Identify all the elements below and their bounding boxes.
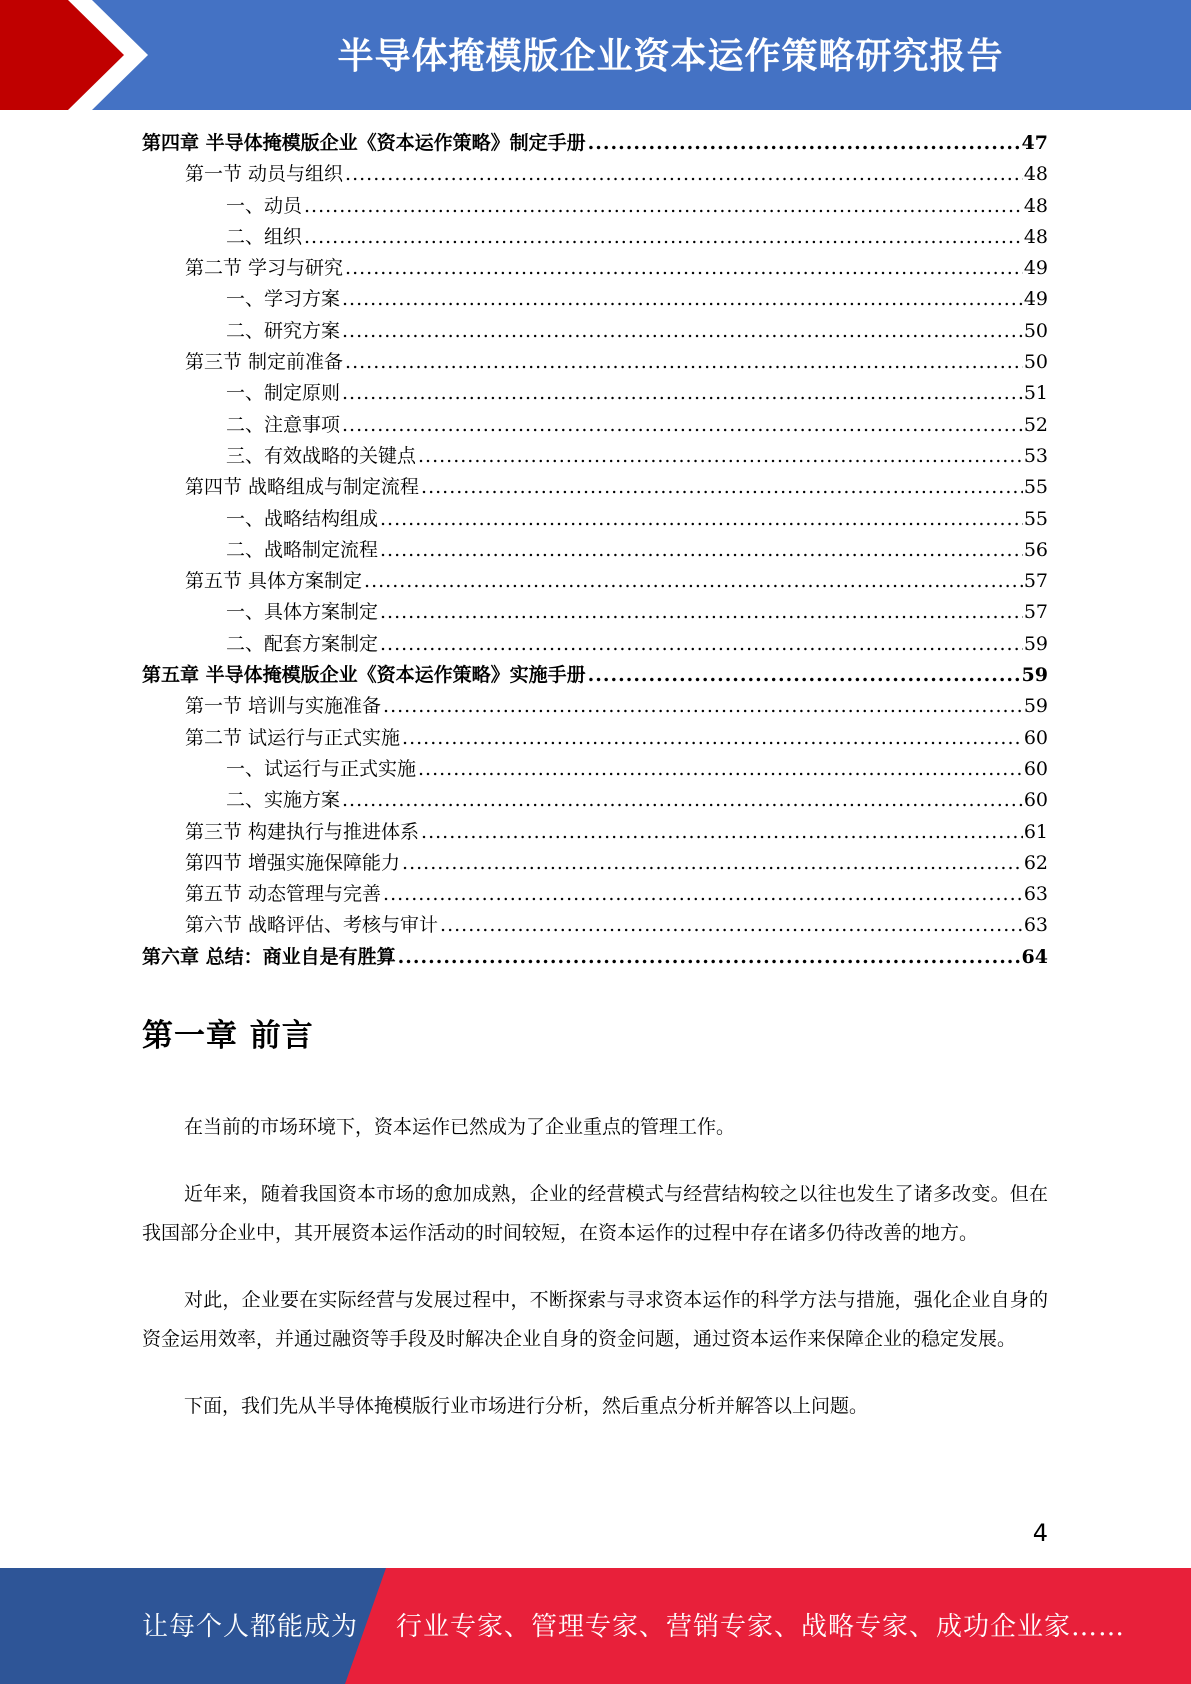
toc-entry[interactable] — [142, 817, 1048, 848]
toc-entry-label: 第三节 制定前准备 — [185, 351, 344, 374]
toc-entry-page: 62 — [1023, 851, 1048, 874]
toc-leader-dots — [304, 191, 1023, 222]
toc-leader-dots — [345, 253, 1023, 284]
toc-entry-page: 55 — [1023, 507, 1048, 530]
paragraph: 下面，我们先从半导体掩模版行业市场进行分析，然后重点分析并解答以上问题。 — [184, 1395, 869, 1417]
toc-entry-label: 一、学习方案 — [226, 288, 341, 311]
toc-entry-label: 第四章 半导体掩模版企业《资本运作策略》制定手册 — [142, 132, 586, 154]
toc-entry-page: 47 — [1021, 132, 1048, 154]
toc-entry-label: 第一节 动员与组织 — [185, 163, 344, 186]
toc-entry-label: 二、战略制定流程 — [226, 538, 379, 561]
toc-entry[interactable] — [142, 472, 1048, 503]
toc-entry-page: 63 — [1023, 883, 1048, 906]
toc-entry-page: 49 — [1023, 257, 1048, 280]
toc-entry-page: 59 — [1023, 632, 1048, 655]
footer-slogan-right: 行业专家、管理专家、营销专家、战略专家、成功企业家…… — [396, 1612, 1126, 1642]
toc-entry-page: 52 — [1023, 413, 1048, 436]
toc-leader-dots — [440, 910, 1023, 941]
toc-entry-page: 60 — [1023, 757, 1048, 780]
toc-entry[interactable] — [142, 723, 1048, 754]
paragraph: 近年来，随着我国资本市场的愈加成熟，企业的经营模式与经营结构较之以往也发生了诸多改变。但在我国部分企业中，其开展资本运作活动的时间较短，在资本运作的过程中存在诸多仍待改善的地方。 — [142, 1183, 1048, 1244]
toc-entry-label: 第五节 动态管理与完善 — [185, 883, 382, 906]
toc-entry[interactable] — [142, 754, 1048, 785]
toc-entry-page: 56 — [1023, 538, 1048, 561]
paragraph: 在当前的市场环境下，资本运作已然成为了企业重点的管理工作。 — [184, 1116, 736, 1138]
toc-entry-page: 64 — [1021, 945, 1048, 968]
paragraph: 对此，企业要在实际经营与发展过程中，不断探索与寻求资本运作的科学方法与措施，强化企业自身的资金运用效率，并通过融资等手段及时解决企业自身的资金问题，通过资本运作来保障企业的稳定发展。 — [142, 1289, 1048, 1350]
toc-entry[interactable] — [142, 253, 1048, 284]
toc-leader-dots — [418, 754, 1023, 785]
toc-entry[interactable] — [142, 347, 1048, 378]
toc-entry-label: 一、战略结构组成 — [226, 507, 379, 530]
toc-entry-label: 第四节 战略组成与制定流程 — [185, 476, 420, 499]
toc-entry-page: 60 — [1023, 726, 1048, 749]
toc-entry-label: 第四节 增强实施保障能力 — [185, 851, 401, 874]
toc-entry-page: 50 — [1023, 319, 1048, 342]
page-number: 4 — [1032, 1519, 1048, 1547]
toc-leader-dots — [421, 472, 1023, 503]
toc-leader-dots — [364, 566, 1023, 597]
chapter-body — [142, 1108, 1048, 1426]
toc-entry[interactable] — [142, 316, 1048, 347]
toc-entry[interactable] — [142, 441, 1048, 472]
header-chevron-decoration — [0, 0, 160, 110]
toc-entry-label: 第六章 总结：商业自是有胜算 — [142, 945, 396, 968]
toc-entry-page: 57 — [1023, 570, 1048, 593]
toc-entry[interactable] — [142, 378, 1048, 409]
toc-entry-page: 57 — [1023, 601, 1048, 624]
toc-leader-dots — [342, 378, 1023, 409]
toc-entry-page: 59 — [1023, 695, 1048, 718]
toc-entry[interactable] — [142, 222, 1048, 253]
toc-leader-dots — [342, 316, 1023, 347]
toc-entry-page: 51 — [1023, 382, 1048, 405]
toc-leader-dots — [398, 942, 1021, 973]
toc-entry-page: 53 — [1023, 444, 1048, 467]
toc-entry-page: 55 — [1023, 476, 1048, 499]
page-header — [0, 0, 1191, 110]
toc-leader-dots — [588, 128, 1021, 159]
toc-entry-page: 63 — [1023, 914, 1048, 937]
toc-entry-label: 二、组织 — [226, 225, 303, 248]
toc-entry[interactable] — [142, 660, 1048, 691]
toc-entry-label: 一、制定原则 — [226, 382, 341, 405]
toc-leader-dots — [383, 691, 1023, 722]
toc-leader-dots — [588, 660, 1021, 691]
toc-leader-dots — [421, 817, 1023, 848]
toc-entry[interactable] — [142, 191, 1048, 222]
toc-entry-label: 第二节 试运行与正式实施 — [185, 726, 401, 749]
toc-entry[interactable] — [142, 785, 1048, 816]
toc-entry-label: 第三节 构建执行与推进体系 — [185, 820, 420, 843]
toc-leader-dots — [345, 347, 1023, 378]
toc-entry-page: 50 — [1023, 351, 1048, 374]
toc-entry-page: 60 — [1023, 789, 1048, 812]
toc-entry-page: 48 — [1023, 194, 1048, 217]
toc-leader-dots — [383, 879, 1023, 910]
toc-entry-label: 第五章 半导体掩模版企业《资本运作策略》实施手册 — [142, 664, 586, 687]
toc-leader-dots — [402, 723, 1023, 754]
toc-entry-page: 61 — [1023, 820, 1048, 843]
toc-leader-dots — [380, 597, 1023, 628]
toc-entry[interactable] — [142, 879, 1048, 910]
toc-leader-dots — [342, 785, 1023, 816]
toc-entry[interactable] — [142, 597, 1048, 628]
toc-entry[interactable] — [142, 629, 1048, 660]
toc-entry-label: 二、注意事项 — [226, 413, 341, 436]
toc-leader-dots — [402, 848, 1023, 879]
toc-entry-label: 三、有效战略的关键点 — [226, 444, 417, 467]
toc-entry-label: 一、试运行与正式实施 — [226, 757, 417, 780]
toc-entry[interactable] — [142, 504, 1048, 535]
toc-entry-label: 二、研究方案 — [226, 319, 341, 342]
toc-entry-label: 第一节 培训与实施准备 — [185, 695, 382, 718]
toc-entry-page: 59 — [1021, 664, 1048, 687]
page-footer — [0, 1568, 1191, 1684]
toc-entry[interactable] — [142, 284, 1048, 315]
toc-entry[interactable] — [142, 410, 1048, 441]
toc-leader-dots — [304, 222, 1023, 253]
toc-leader-dots — [418, 441, 1023, 472]
toc-entry-label: 第六节 战略评估、考核与审计 — [185, 914, 439, 937]
toc-leader-dots — [380, 629, 1023, 660]
toc-leader-dots — [342, 410, 1023, 441]
toc-entry-label: 第五节 具体方案制定 — [185, 570, 363, 593]
footer-slogan-left: 让每个人都能成为 — [142, 1612, 359, 1642]
chapter-heading: 第一章 前言 — [142, 1018, 314, 1054]
toc-entry[interactable] — [142, 535, 1048, 566]
toc-entry-page: 48 — [1023, 225, 1048, 248]
toc-entry[interactable] — [142, 848, 1048, 879]
toc-leader-dots — [345, 159, 1023, 190]
toc-entry[interactable] — [142, 942, 1048, 973]
toc-entry-label: 一、具体方案制定 — [226, 601, 379, 624]
toc-entry[interactable] — [142, 159, 1048, 190]
toc-entry-label: 一、动员 — [226, 194, 303, 217]
toc-entry[interactable] — [142, 566, 1048, 597]
toc-leader-dots — [380, 535, 1023, 566]
toc-leader-dots — [342, 284, 1023, 315]
toc-entry-label: 二、实施方案 — [226, 789, 341, 812]
toc-entry[interactable] — [142, 691, 1048, 722]
toc-leader-dots — [380, 504, 1023, 535]
toc-entry-page: 49 — [1023, 288, 1048, 311]
toc-entry-page: 48 — [1023, 163, 1048, 186]
table-of-contents — [142, 128, 1048, 973]
toc-entry-label: 二、配套方案制定 — [226, 632, 379, 655]
toc-entry-label: 第二节 学习与研究 — [185, 257, 344, 280]
toc-entry[interactable] — [142, 910, 1048, 941]
toc-entry[interactable] — [142, 128, 1048, 159]
report-title: 半导体掩模版企业资本运作策略研究报告 — [337, 36, 1004, 77]
